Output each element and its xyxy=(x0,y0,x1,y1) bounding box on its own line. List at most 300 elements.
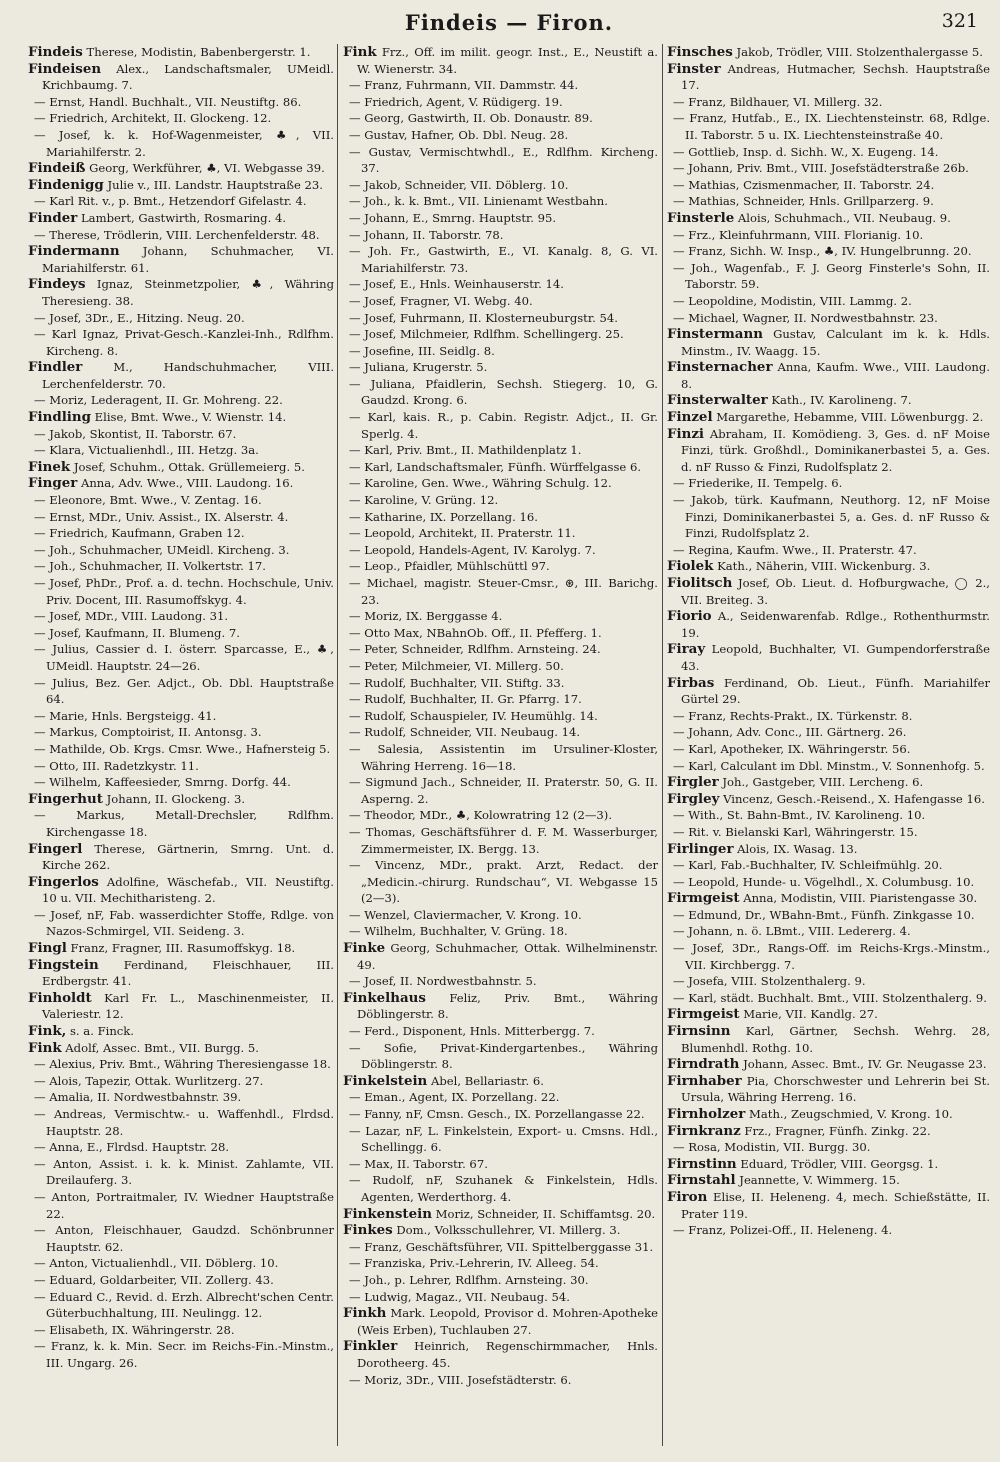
entry-text: — Leop., Pfaidler, Mühlschüttl 97. xyxy=(349,559,550,574)
entry-text: — Markus, Metall-Drechsler, Rdlfhm. Kirchengasse 18. xyxy=(34,808,334,839)
directory-entry xyxy=(28,61,334,94)
directory-sub-entry xyxy=(343,1106,658,1123)
directory-sub-entry xyxy=(667,310,990,327)
surname: Firnsinn xyxy=(667,1023,731,1040)
directory-sub-entry xyxy=(343,824,658,857)
directory-sub-entry xyxy=(343,94,658,111)
surname: Finek xyxy=(28,458,71,475)
directory-sub-entry xyxy=(343,359,658,376)
entry-text: — Franz, Polizei-Off., II. Heleneng. 4. xyxy=(673,1223,893,1238)
directory-sub-entry xyxy=(343,77,658,94)
directory-entry xyxy=(28,475,334,492)
directory-sub-entry xyxy=(28,1089,334,1106)
directory-entry xyxy=(343,1073,658,1090)
surname: Findeiß xyxy=(28,160,86,177)
directory-entry xyxy=(28,44,334,61)
directory-sub-entry xyxy=(28,675,334,708)
directory-entry xyxy=(343,1305,658,1338)
entry-text: — Rosa, Modistin, VII. Burgg. 30. xyxy=(673,1140,871,1155)
entry-text: — Friedrich, Agent, V. Rüdigerg. 19. xyxy=(349,94,563,109)
directory-sub-entry xyxy=(343,675,658,692)
directory-entry xyxy=(28,160,334,177)
entry-text: — Marie, Hnls. Bergsteigg. 41. xyxy=(34,708,217,723)
directory-sub-entry xyxy=(28,110,334,127)
surname: Fiorio xyxy=(667,608,712,625)
directory-entry xyxy=(28,210,334,227)
surname: Finder xyxy=(28,209,78,226)
directory-sub-entry xyxy=(343,442,658,459)
entry-text: — Wilhelm, Buchhalter, V. Grüng. 18. xyxy=(349,924,568,939)
directory-sub-entry xyxy=(343,807,658,824)
surname: Finkes xyxy=(343,1222,393,1239)
directory-sub-entry xyxy=(343,127,658,144)
directory-sub-entry xyxy=(28,641,334,674)
entry-text: — Fanny, nF, Cmsn. Gesch., IX. Porzellangasse 22. xyxy=(349,1107,645,1121)
entry-text: Mark. Leopold, Provisor d. Mohren-Apotheke (Weis Erben), Tuchlauben 27. xyxy=(357,1306,658,1337)
directory-sub-entry xyxy=(667,177,990,194)
entry-text: Joh., Gastgeber, VIII. Lercheng. 6. xyxy=(718,775,924,790)
entry-text: — Josef, Fuhrmann, II. Klosterneuburgstr. 54. xyxy=(349,310,618,325)
directory-entry xyxy=(667,675,990,708)
entry-text: — Josef, Kaufmann, II. Blumeng. 7. xyxy=(34,625,240,640)
entry-text: — Leopoldine, Modistin, VIII. Lammg. 2. xyxy=(673,293,912,308)
entry-text: — Jakob, türk. Kaufmann, Neuthorg. 12, nF Moise Finzi, Dominikanerbastei 5, a. Ges. d. nF Russo & Finzi, Rudolfsplatz 2. xyxy=(673,493,990,541)
directory-sub-entry xyxy=(667,475,990,492)
entry-text: — Josef, 3Dr., Rangs-Off. im Reichs-Krgs.-Minstm., VII. Kirchbergg. 7. xyxy=(673,941,990,972)
surname: Fink xyxy=(28,1039,62,1056)
entry-text: Ferdinand, Ob. Lieut., Fünfh. Mariahilfer Gürtel 29. xyxy=(681,675,990,707)
surname: Firay xyxy=(667,641,706,658)
surname: Firgley xyxy=(667,790,720,807)
entry-text: — Theodor, MDr., ♣, Kolowratring 12 (2—3). xyxy=(349,808,613,823)
entry-text: — Rudolf, Buchhalter, VII. Stiftg. 33. xyxy=(349,675,565,690)
entry-text: — Anton, Fleischhauer, Gaudzd. Schönbrunner Hauptstr. 62. xyxy=(34,1223,334,1254)
directory-sub-entry xyxy=(343,1289,658,1306)
directory-entry xyxy=(28,409,334,426)
directory-sub-entry xyxy=(667,758,990,775)
directory-entry xyxy=(28,276,334,309)
entry-text: — Leopold, Handels-Agent, IV. Karolyg. 7. xyxy=(349,542,596,557)
entry-text: — Karl Rit. v., p. Bmt., Hetzendorf Gifelastr. 4. xyxy=(34,194,307,209)
directory-sub-entry xyxy=(343,475,658,492)
directory-sub-entry xyxy=(343,641,658,658)
entry-text: — Klara, Victualienhdl., III. Hetzg. 3a. xyxy=(34,443,259,458)
columns xyxy=(28,44,990,1454)
directory-sub-entry xyxy=(28,741,334,758)
directory-sub-entry xyxy=(343,1372,658,1389)
entry-text: Feliz, Priv. Bmt., Währing Döblingerstr. 8. xyxy=(357,990,658,1022)
running-title: Findeis — Firon. xyxy=(404,10,614,35)
entry-text: A., Seidenwarenfab. Rdlge., Rothenthurmstr. 19. xyxy=(681,609,990,640)
surname: Finholdt xyxy=(28,989,92,1006)
entry-text: Elise, Bmt. Wwe., V. Wienstr. 14. xyxy=(90,410,287,425)
directory-entry xyxy=(343,1206,658,1223)
surname: Fingerl xyxy=(28,840,83,857)
directory-entry xyxy=(28,359,334,392)
entry-text: — Joh., k. k. Bmt., VII. Linienamt Westbahn. xyxy=(349,194,608,209)
entry-text: Abraham, II. Komödieng. 3, Ges. d. nF Moise Finzi, türk. Großhdl., Dominikanerbastei 5, a. Ges. d. nF Russo & Finzi, Rudolfsplatz 2. xyxy=(681,426,990,474)
entry-text: Leopold, Buchhalter, VI. Gumpendorferstraße 43. xyxy=(681,642,990,673)
entry-text: Adolfine, Wäschefab., VII. Neustiftg. 10 u. VII. Mechitharisteng. 2. xyxy=(42,874,334,906)
directory-sub-entry xyxy=(667,708,990,725)
entry-text: Jakob, Trödler, VIII. Stolzenthalergasse 5. xyxy=(732,45,983,59)
directory-sub-entry xyxy=(343,691,658,708)
entry-text: — Juliana, Krugerstr. 5. xyxy=(349,360,488,375)
entry-text: — Franz, Geschäftsführer, VII. Spittelberggasse 31. xyxy=(349,1239,654,1254)
entry-text: — Joh., p. Lehrer, Rdlfhm. Arnsteing. 30. xyxy=(349,1272,589,1287)
entry-text: — Frz., Kleinfuhrmann, VIII. Florianig. 10. xyxy=(673,227,924,242)
entry-text: Alex., Landschaftsmaler, UMeidl. Krichbaumg. 7. xyxy=(42,61,334,93)
directory-entry xyxy=(28,957,334,990)
entry-text: — Josefa, VIII. Stolzenthalerg. 9. xyxy=(673,974,866,989)
entry-text: — Josefine, III. Seidlg. 8. xyxy=(349,343,495,358)
directory-sub-entry xyxy=(343,459,658,476)
directory-sub-entry xyxy=(343,326,658,343)
directory-sub-entry xyxy=(343,310,658,327)
surname: Firgler xyxy=(667,774,719,791)
entry-text: Kath., IV. Karolineng. 7. xyxy=(767,393,912,408)
entry-text: — Moriz, IX. Berggasse 4. xyxy=(349,609,503,624)
entry-text: Therese, Modistin, Babenbergerstr. 1. xyxy=(82,45,311,59)
surname: Firnhaber xyxy=(667,1072,742,1089)
surname: Firnstahl xyxy=(667,1172,736,1189)
entry-text: — Joh. Fr., Gastwirth, E., VI. Kanalg. 8, G. VI. Mariahilferstr. 73. xyxy=(349,244,658,275)
directory-sub-entry xyxy=(28,94,334,111)
surname: Fingerhut xyxy=(28,790,103,807)
entry-text: — Mathias, Schneider, Hnls. Grillparzerg. 9. xyxy=(673,194,934,209)
surname: Fiolitsch xyxy=(667,575,733,591)
entry-text: — Eleonore, Bmt. Wwe., V. Zentag. 16. xyxy=(34,493,262,508)
entry-text: Abel, Bellariastr. 6. xyxy=(427,1073,544,1088)
directory-sub-entry xyxy=(28,310,334,327)
entry-text: — Franz, Fuhrmann, VII. Dammstr. 44. xyxy=(349,78,579,93)
directory-sub-entry xyxy=(343,857,658,907)
directory-sub-entry xyxy=(667,724,990,741)
directory-entry xyxy=(667,774,990,791)
directory-sub-entry xyxy=(343,343,658,360)
entry-text: — Alois, Tapezir, Ottak. Wurlitzerg. 27. xyxy=(34,1073,264,1088)
directory-sub-entry xyxy=(343,658,658,675)
entry-text: — Moriz, 3Dr., VIII. Josefstädterstr. 6. xyxy=(349,1372,572,1387)
directory-sub-entry xyxy=(343,227,658,244)
entry-text: Lambert, Gastwirth, Rosmaring. 4. xyxy=(77,210,287,225)
directory-sub-entry xyxy=(667,243,990,260)
directory-sub-entry xyxy=(667,193,990,210)
surname: Finke xyxy=(343,940,386,957)
directory-entry xyxy=(343,1222,658,1239)
directory-entry xyxy=(667,409,990,426)
directory-sub-entry xyxy=(28,542,334,559)
directory-sub-entry xyxy=(343,1156,658,1173)
surname: Finkler xyxy=(343,1338,398,1355)
directory-sub-entry xyxy=(343,110,658,127)
directory-entry xyxy=(667,1006,990,1023)
entry-text: — Josef, MDr., VIII. Laudong. 31. xyxy=(34,609,229,624)
entry-text: — Gustav, Vermischtwhdl., E., Rdlfhm. Kircheng. 37. xyxy=(349,144,658,176)
directory-sub-entry xyxy=(667,907,990,924)
directory-sub-entry xyxy=(667,1139,990,1156)
column-2 xyxy=(343,44,658,1454)
entry-text: — Johann, II. Taborstr. 78. xyxy=(349,227,504,242)
surname: Firndrath xyxy=(667,1056,740,1073)
entry-text: — Karl, Apotheker, IX. Währingerstr. 56. xyxy=(673,741,911,756)
directory-sub-entry xyxy=(28,492,334,509)
directory-sub-entry xyxy=(28,326,334,359)
entry-text: — Max, II. Taborstr. 67. xyxy=(349,1156,488,1171)
surname: Finsternacher xyxy=(667,359,773,376)
directory-sub-entry xyxy=(28,608,334,625)
entry-text: — Friederike, II. Tempelg. 6. xyxy=(673,476,843,491)
entry-text: — Josef, k. k. Hof-Wagenmeister, ♣, VII. Mariahilferstr. 2. xyxy=(34,127,334,159)
entry-text: — Ernst, MDr., Univ. Assist., IX. Alserstr. 4. xyxy=(34,509,289,524)
entry-text: — Franz, Sichh. W. Insp., ♣, IV. Hungelbrunng. 20. xyxy=(673,244,972,259)
entry-text: Therese, Gärtnerin, Smrng. Unt. d. Kirche 262. xyxy=(42,841,334,873)
directory-sub-entry xyxy=(667,492,990,542)
entry-text: — Anton, Victualienhdl., VII. Döblerg. 10. xyxy=(34,1256,279,1271)
entry-text: Jeannette, V. Wimmerg. 15. xyxy=(735,1173,900,1188)
entry-text: Margarethe, Hebamme, VIII. Löwenburgg. 2. xyxy=(712,410,984,425)
directory-entry xyxy=(667,61,990,94)
entry-text: — Eduard C., Revid. d. Erzh. Albrecht'schen Centr. Güterbuchhaltung, III. Neulingg. 12. xyxy=(34,1289,334,1321)
entry-text: Gustav, Calculant im k. k. Hdls. Minstm., IV. Waagg. 15. xyxy=(681,327,990,358)
page-number: 321 xyxy=(941,10,978,32)
surname: Fiolek xyxy=(667,558,714,575)
entry-text: — Johann, E., Smrng. Hauptstr. 95. xyxy=(349,210,557,225)
entry-text: — Karoline, V. Grüng. 12. xyxy=(349,493,499,508)
surname: Finzi xyxy=(667,425,705,442)
directory-entry xyxy=(667,890,990,907)
page-header xyxy=(28,4,990,44)
directory-sub-entry xyxy=(343,774,658,807)
directory-entry xyxy=(28,841,334,874)
directory-sub-entry xyxy=(667,160,990,177)
entry-text: — Joh., Schuhmacher, II. Volkertstr. 17. xyxy=(34,559,266,574)
entry-text: Frz., Off. im milit. geogr. Inst., E., Neustift a. W. Wienerstr. 34. xyxy=(357,45,658,76)
entry-text: — Josef, Milchmeier, Rdlfhm. Schellingerg. 25. xyxy=(349,327,624,342)
surname: Firmgeist xyxy=(667,890,740,907)
entry-text: — Josef, II. Nordwestbahnstr. 5. xyxy=(349,974,537,989)
directory-entry xyxy=(667,359,990,392)
entry-text: M., Handschuhmacher, VIII. Lerchenfelderstr. 70. xyxy=(42,360,334,391)
column-3 xyxy=(667,44,990,1454)
entry-text: — Karoline, Gen. Wwe., Währing Schulg. 12. xyxy=(349,476,612,491)
entry-text: — Georg, Gastwirth, II. Ob. Donaustr. 89. xyxy=(349,111,593,126)
entry-text: — Gottlieb, Insp. d. Sichh. W., X. Eugeng. 14. xyxy=(673,144,939,159)
entry-text: — Leopold, Architekt, II. Praterstr. 11. xyxy=(349,526,576,541)
directory-entry xyxy=(28,990,334,1023)
directory-sub-entry xyxy=(343,177,658,194)
directory-sub-entry xyxy=(28,774,334,791)
surname: Finkelhaus xyxy=(343,989,426,1006)
entry-text: — Joh., Wagenfab., F. J. Georg Finsterle's Sohn, II. Taborstr. 59. xyxy=(673,260,990,292)
entry-text: Kath., Näherin, VIII. Wickenburg. 3. xyxy=(713,559,931,574)
entry-text: — Franz, Rechts-Prakt., IX. Türkenstr. 8. xyxy=(673,708,913,723)
entry-text: — Vincenz, MDr., prakt. Arzt, Redact. der „Medicin.-chirurg. Rundschau“, VI. Webgasse 15 (2—3). xyxy=(349,858,658,906)
entry-text: — Johann, n. ö. LBmt., VIII. Ledererg. 4. xyxy=(673,924,911,939)
surname: Firnstinn xyxy=(667,1155,737,1172)
directory-sub-entry xyxy=(343,542,658,559)
entry-text: — Thomas, Geschäftsführer d. F. M. Wasserburger, Zimmermeister, IX. Bergg. 13. xyxy=(349,824,658,856)
surname: Firmgeist xyxy=(667,1006,740,1023)
surname: Firnkranz xyxy=(667,1122,741,1139)
directory-sub-entry xyxy=(343,608,658,625)
entry-text: Math., Zeugschmied, V. Krong. 10. xyxy=(745,1107,953,1121)
entry-text: Franz, Fragner, III. Rasumoffskyg. 18. xyxy=(66,941,296,956)
entry-text: — Elisabeth, IX. Währingerstr. 28. xyxy=(34,1322,235,1337)
entry-text: — Wenzel, Claviermacher, V. Krong. 10. xyxy=(349,907,582,922)
surname: Fink, xyxy=(28,1023,67,1040)
surname: Firon xyxy=(667,1188,708,1205)
directory-sub-entry xyxy=(343,907,658,924)
directory-sub-entry xyxy=(667,144,990,161)
directory-entry xyxy=(667,641,990,674)
surname: Finzel xyxy=(667,409,713,426)
entry-text: — Franziska, Priv.-Lehrerin, IV. Alleeg. 54. xyxy=(349,1256,599,1271)
directory-entry xyxy=(28,874,334,907)
entry-text: — Karl Ignaz, Privat-Gesch.-Kanzlei-Inh., Rdlfhm. Kircheng. 8. xyxy=(34,327,334,358)
directory-sub-entry xyxy=(28,1272,334,1289)
entry-text: — Rit. v. Bielanski Karl, Währingerstr. 15. xyxy=(673,824,918,839)
directory-sub-entry xyxy=(343,1123,658,1156)
entry-text: — Otto, III. Radetzkystr. 11. xyxy=(34,758,199,773)
directory-sub-entry xyxy=(343,509,658,526)
entry-text: — Josef, Fragner, VI. Webg. 40. xyxy=(349,293,533,308)
directory-sub-entry xyxy=(28,127,334,160)
entry-text: Josef, Schuhm., Ottak. Grüllemeierg. 5. xyxy=(70,459,305,474)
entry-text: — Josef, nF, Fab. wasserdichter Stoffe, Rdlge. von Nazos-Schmirgel, VII. Seideng. 3. xyxy=(34,907,334,939)
surname: Firbas xyxy=(667,674,715,691)
directory-entry xyxy=(667,1106,990,1123)
entry-text: — Ernst, Handl. Buchhalt., VII. Neustiftg. 86. xyxy=(34,94,302,109)
entry-text: Johann, Schuhmacher, VI. Mariahilferstr. 61. xyxy=(42,244,334,275)
directory-entry xyxy=(667,392,990,409)
directory-entry xyxy=(667,1073,990,1106)
directory-sub-entry xyxy=(343,293,658,310)
surname: Firnholzer xyxy=(667,1106,746,1122)
surname: Finsches xyxy=(667,44,733,60)
directory-sub-entry xyxy=(28,575,334,608)
entry-text: — Karl, Priv. Bmt., II. Mathildenplatz 1. xyxy=(349,443,582,458)
directory-entry xyxy=(667,841,990,858)
entry-text: — Ferd., Disponent, Hnls. Mitterbergg. 7. xyxy=(349,1024,595,1039)
directory-entry xyxy=(667,608,990,641)
directory-sub-entry xyxy=(343,525,658,542)
entry-text: Georg, Werkführer, ♣, VI. Webgasse 39. xyxy=(85,161,325,176)
entry-text: — Markus, Comptoirist, II. Antonsg. 3. xyxy=(34,725,262,740)
surname: Findeisen xyxy=(28,60,102,77)
directory-sub-entry xyxy=(343,144,658,177)
entry-text: — Michael, magistr. Steuer-Cmsr., ⊛, III. Barichg. 23. xyxy=(349,576,658,607)
directory-sub-entry xyxy=(343,1255,658,1272)
directory-entry xyxy=(667,1189,990,1222)
surname: Finkelstein xyxy=(343,1072,428,1089)
surname: Fingerlos xyxy=(28,873,99,890)
surname: Finkenstein xyxy=(343,1205,432,1222)
directory-sub-entry xyxy=(667,973,990,990)
directory-entry xyxy=(28,1023,334,1040)
entry-text: — Alexius, Priv. Bmt., Währing Theresiengasse 18. xyxy=(34,1057,331,1072)
surname: Findeis xyxy=(28,44,83,60)
directory-sub-entry xyxy=(343,558,658,575)
directory-sub-entry xyxy=(28,708,334,725)
directory-entry xyxy=(28,1040,334,1057)
entry-text: Alois, IX. Wasag. 13. xyxy=(733,841,858,856)
entry-text: — Sigmund Jach., Schneider, II. Praterstr. 50, G. II. Asperng. 2. xyxy=(349,775,658,806)
directory-entry xyxy=(28,243,334,276)
directory-sub-entry xyxy=(28,758,334,775)
entry-text: — Jakob, Skontist, II. Taborstr. 67. xyxy=(34,426,237,441)
entry-text: Ferdinand, Fleischhauer, III. Erdbergstr. 41. xyxy=(42,957,334,989)
surname: Finster xyxy=(667,60,721,77)
entry-text: Andreas, Hutmacher, Sechsh. Hauptstraße 17. xyxy=(681,61,990,93)
directory-sub-entry xyxy=(343,492,658,509)
entry-text: — Leopold, Hunde- u. Vögelhdl., X. Columbusg. 10. xyxy=(673,874,975,889)
entry-text: — Rudolf, Buchhalter, II. Gr. Pfarrg. 17. xyxy=(349,692,582,707)
directory-sub-entry xyxy=(343,409,658,442)
directory-entry xyxy=(667,326,990,359)
entry-text: Eduard, Trödler, VIII. Georgsg. 1. xyxy=(736,1156,939,1171)
directory-sub-entry xyxy=(343,210,658,227)
entry-text: — Lazar, nF, L. Finkelstein, Export- u. Cmsns. Hdl., Schellingg. 6. xyxy=(349,1123,658,1155)
directory-sub-entry xyxy=(28,1156,334,1189)
directory-entry xyxy=(343,940,658,973)
directory-sub-entry xyxy=(343,1172,658,1205)
entry-text: — Johann, Adv. Conc., III. Gärtnerg. 26. xyxy=(673,725,907,740)
directory-sub-entry xyxy=(28,625,334,642)
entry-text: — Wilhelm, Kaffeesieder, Smrng. Dorfg. 44. xyxy=(34,775,291,790)
entry-text: — Rudolf, Schauspieler, IV. Heumühlg. 14. xyxy=(349,708,598,723)
entry-text: Pia, Chorschwester und Lehrerin bei St. Ursula, Währing Herreng. 16. xyxy=(681,1073,990,1105)
directory-entry xyxy=(667,426,990,476)
directory-sub-entry xyxy=(343,376,658,409)
entry-text: — Peter, Milchmeier, VI. Millerg. 50. xyxy=(349,658,564,673)
entry-text: — Ludwig, Magaz., VII. Neubaug. 54. xyxy=(349,1289,570,1304)
entry-text: Julie v., III. Landstr. Hauptstraße 23. xyxy=(103,177,323,192)
entry-text: — Karl, städt. Buchhalt. Bmt., VIII. Stolzenthalerg. 9. xyxy=(673,990,987,1005)
entry-text: Vincenz, Gesch.-Reisend., X. Hafengasse 16. xyxy=(719,791,985,806)
entry-text: — Regina, Kaufm. Wwe., II. Praterstr. 47. xyxy=(673,542,917,557)
directory-sub-entry xyxy=(667,940,990,973)
directory-sub-entry xyxy=(28,807,334,840)
entry-text: — Franz, Bildhauer, VI. Millerg. 32. xyxy=(673,94,883,109)
directory-sub-entry xyxy=(667,923,990,940)
directory-sub-entry xyxy=(343,276,658,293)
surname: Finsterle xyxy=(667,209,735,226)
entry-text: — Friedrich, Kaufmann, Graben 12. xyxy=(34,526,245,541)
directory-entry xyxy=(28,940,334,957)
directory-entry xyxy=(343,990,658,1023)
directory-sub-entry xyxy=(667,110,990,143)
directory-sub-entry xyxy=(343,1040,658,1073)
directory-sub-entry xyxy=(28,1255,334,1272)
directory-sub-entry xyxy=(343,1272,658,1289)
entry-text: — Michael, Wagner, II. Nordwestbahnstr. 23. xyxy=(673,310,938,325)
entry-text: — Katharine, IX. Porzellang. 16. xyxy=(349,509,538,524)
directory-entry xyxy=(667,1023,990,1056)
entry-text: Elise, II. Heleneng. 4, mech. Schießstätte, II. Prater 119. xyxy=(681,1189,990,1221)
entry-text: Heinrich, Regenschirmmacher, Hnls. Dorotheerg. 45. xyxy=(357,1339,658,1370)
directory-sub-entry xyxy=(28,1056,334,1073)
surname: Fingl xyxy=(28,940,67,957)
entry-text: — Peter, Schneider, Rdlfhm. Arnsteing. 24. xyxy=(349,642,601,657)
directory-entry xyxy=(667,1056,990,1073)
surname: Findeys xyxy=(28,276,86,293)
entry-text: — Juliana, Pfaidlerin, Sechsh. Stiegerg. 10, G. Gaudzd. Krong. 6. xyxy=(349,376,658,408)
directory-sub-entry xyxy=(667,990,990,1007)
directory-sub-entry xyxy=(343,1239,658,1256)
directory-entry xyxy=(667,1123,990,1140)
entry-text: — Eduard, Goldarbeiter, VII. Zollerg. 43. xyxy=(34,1272,274,1287)
